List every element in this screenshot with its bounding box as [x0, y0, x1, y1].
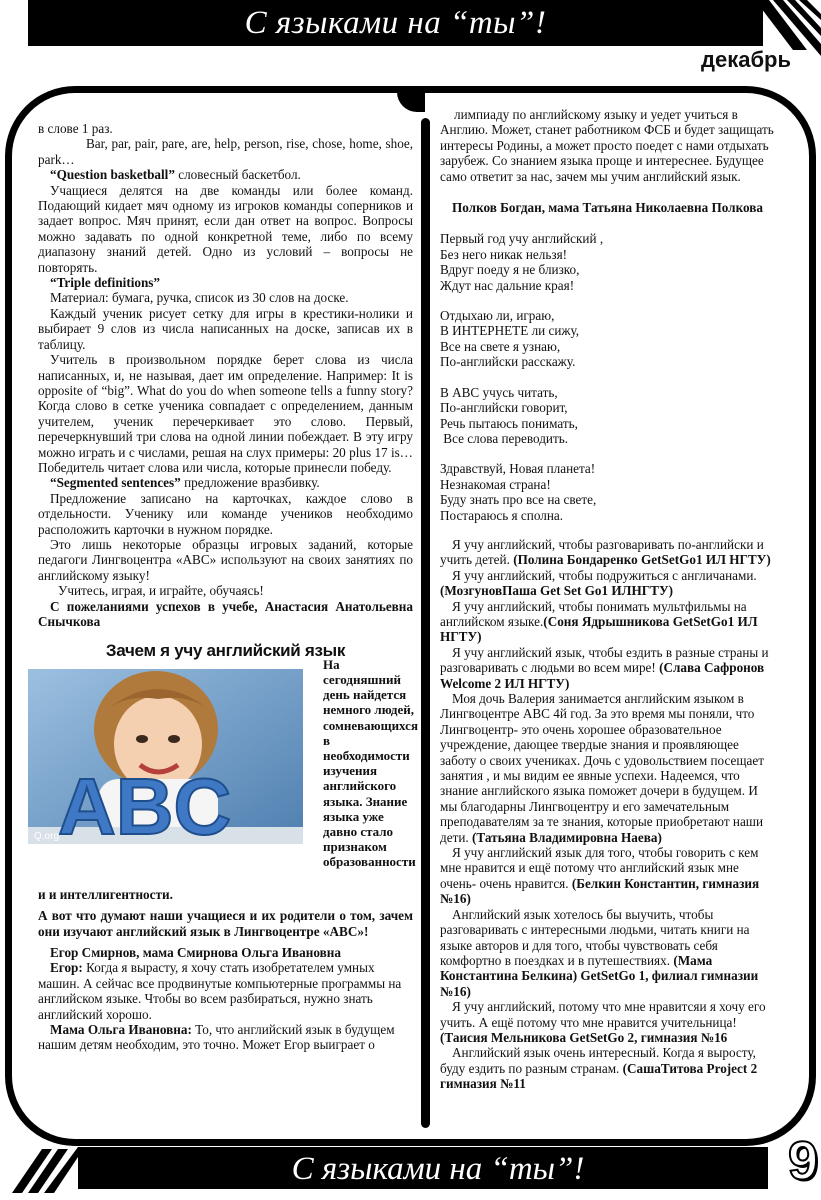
- poem-line: Буду знать про все на свете,: [440, 492, 597, 508]
- poem-line: Без него никак нельзя!: [440, 246, 568, 262]
- speaker-text: Когда я вырасту, я хочу стать изобретателем умных машин. А сейчас все продвинутые компьютерные программы на английском языке. Чтобы во всем разбираться, нужно знать английский хорошо.: [38, 960, 402, 1022]
- right-column: [440, 107, 775, 1092]
- author-signature: С пожеланиями успехов в учебе, Анастасия Анатольевна Снычкова: [38, 598, 413, 629]
- paragraph: в слове 1 раз.: [38, 121, 113, 136]
- footer-title: С языками на “ты”!: [291, 1151, 585, 1187]
- paragraph: Это лишь некоторые образцы игровых заданий, которые педагоги Лингвоцентра «АВС» используют на своих занятиях по английскому языку!: [38, 536, 413, 583]
- testimonial: Я учу английский, чтобы подружиться с англичанами. (МозгуновПаша Get Set Go1 ИЛНГТУ): [440, 567, 757, 599]
- game-title: “Segmented sentences”: [50, 475, 181, 491]
- testimonial: Я учу английский, потому что мне нравитсяи я хочу его учить. А ещё потому что мне нравится учительница! (Таисия Мельникова GetSetGo 2, гимназия №16: [440, 999, 766, 1045]
- speaker-label: Егор:: [50, 960, 83, 976]
- word-list: Bar, par, pair, pare, are, help, person, rise, chose, home, shoe, park…: [38, 136, 413, 167]
- corner-stripes-decoration: [12, 1143, 78, 1193]
- poem-line: В АВС учусь читать,: [440, 384, 558, 400]
- respondent-names: Полков Богдан, мама Татьяна Николаевна Полкова: [452, 200, 763, 216]
- footer-bar: [78, 1147, 768, 1189]
- game-subtitle: предложение вразбивку.: [180, 475, 320, 491]
- game-subtitle: словесный баскетбол.: [174, 167, 301, 183]
- paragraph: Учащиеся делятся на две команды или более команд. Подающий кидает мяч одному из игроков команды соперников и задает вопрос. Мяч принят, если дан ответ на вопрос. Вопросы можно задавать по одной конкретной теме, либо по всему диапазону знаний детей. Одно из условий – вопросы не повторять.: [38, 182, 413, 275]
- game-title: “Triple definitions”: [50, 275, 161, 291]
- testimonial-author: (МозгуновПаша Get Set Go1 ИЛНГТУ): [440, 583, 674, 599]
- testimonial: Я учу английский, чтобы понимать мультфильмы на английском языке.(Соня Ядрышникова GetSetGo1 ИЛ НГТУ): [440, 598, 758, 645]
- column-divider: [421, 118, 430, 1128]
- testimonial-author: (Таисия Мельникова GetSetGo 2, гимназия №16: [440, 1029, 728, 1045]
- paragraph: Учитель в произвольном порядке берет слова из числа написанных, и, не называя, дает им определение. Например: It is opposite of “big”. What do you do when someone tells a funny story? Когда слово в сетке ученика совпадает с определением, данным учителем, ученик перечеркивает это слово. Первый, перечеркнувший три слова на одной линии побеждает. В эту игру можно играть и с числами, решая на слух примеры: 20 plus 17 is… Победитель читает слова или числа, которые принесли победу.: [38, 352, 413, 475]
- paragraph: Учитесь, играя, и играйте, обучаясь!: [58, 583, 264, 599]
- testimonial: Английский язык очень интересный. Когда я выросту, буду ездить по разным странам. (СашаТитова Project 2 гимназия №11: [440, 1045, 758, 1092]
- speaker-text: То, что английский язык в будущем нашим детям необходим, это точно. Может Егор выиграет о: [38, 1022, 395, 1053]
- testimonial-author: (Татьяна Владимировна Наева): [471, 829, 662, 845]
- child-abc-photo: [28, 669, 303, 844]
- intro-side-text: На сегодняшний день найдется немного людей, сомневающихся в необходимости изучения английского языка. Знание языка уже давно стало признаком образованности: [323, 656, 418, 870]
- poem-line: Незнакомая страна!: [440, 476, 551, 492]
- paragraph: А вот что думают наши учащиеся и их родители о том, зачем они изучают английский язык в Лингвоцентре «АВС»!: [38, 908, 413, 939]
- testimonial: Английский язык хотелось бы выучить, чтобы разговаривать с интересными людьми, читать книги на языке авторов и для того, чтобы чувствовать себя комфортно в поездках и в путешествиях. (Мама Константина Белкина) GetSetGo 1, филиал гимназии №16): [440, 906, 759, 999]
- header-title: С языками на “ты”!: [244, 5, 547, 41]
- testimonial-author: (Слава Сафронов Welcome 2 ИЛ НГТУ): [440, 660, 765, 691]
- speaker-label: Мама Ольга Ивановна:: [50, 1022, 192, 1038]
- testimonial: Моя дочь Валерия занимается английским языком в Лингвоцентре АВС 4й год. За это время мы поняли, что Лингвоцентр- это очень хорошее образовательное учреждение, дающее твердые знания и проявляющее заботу о своих учениках. Дочь с удовольствием посещает занятия , и мы видим ее явные успехи. Надеемся, что знание английского языка поможет дочери в будущем. И мы благодарны Лингвоцентру и его замечательным преподавателям за те знания, которые приобретают наши дети. (Татьяна Владимировна Наева): [440, 691, 764, 845]
- poem-line: Ждут нас дальние края!: [440, 277, 575, 293]
- testimonial-author: (Белкин Константин, гимназия №16): [440, 875, 760, 907]
- header-bar: [28, 0, 763, 46]
- game-title: “Question basketball”: [50, 167, 175, 183]
- poem-line: Вдруг поеду я не близко,: [440, 262, 580, 278]
- poem-line: Речь пытаюсь понимать,: [440, 415, 578, 431]
- photo-letter-a: ABC: [58, 761, 232, 844]
- testimonial: Я учу английский язык, чтобы ездить в разные страны и разговаривать с людьми во всем мире! (Слава Сафронов Welcome 2 ИЛ НГТУ): [440, 644, 769, 691]
- poem-line: По-английски расскажу.: [440, 354, 576, 370]
- photo-watermark: Q.org: [34, 830, 60, 842]
- testimonial-author: (Соня Ядрышникова GetSetGo1 ИЛ НГТУ): [440, 613, 758, 645]
- testimonial-author: (Мама Константина Белкина) GetSetGo 1, филиал гимназии №16): [440, 952, 759, 999]
- poem-line: Все слова переводить.: [440, 430, 569, 446]
- testimonial: Я учу английский, чтобы разговаривать по-английски и учить детей. (Полина Бондаренко GetSetGo1 ИЛ НГТУ): [440, 536, 771, 568]
- poem: [440, 231, 775, 523]
- section-title: Зачем я учу английский язык: [105, 641, 346, 661]
- poem-line: Отдыхаю ли, играю,: [440, 308, 555, 324]
- left-column: [34, 121, 418, 1053]
- paragraph: Предложение записано на карточках, каждое слово в отдельности. Ученику или команде учеников необходимо расположить карточки в нужном порядке.: [38, 490, 413, 537]
- paragraph: Каждый ученик рисует сетку для игры в крестики-нолики и выбирает 9 слов из числа написанных на доске, записав их в таблицу.: [38, 305, 413, 352]
- testimonial-author: (Полина Бондаренко GetSetGo1 ИЛ НГТУ): [513, 552, 771, 568]
- respondent-names: Егор Смирнов, мама Смирнова Ольга Ивановна: [50, 945, 341, 961]
- paragraph: и и интеллигентности.: [38, 886, 173, 902]
- poem-line: В ИНТЕРНЕТЕ ли сижу,: [440, 323, 580, 339]
- paragraph: Материал: бумага, ручка, список из 30 слов на доске.: [50, 290, 349, 306]
- poem-line: Здравствуй, Новая планета!: [440, 461, 596, 477]
- poem-line: Все на свете я узнаю,: [440, 338, 561, 354]
- testimonial-author: (СашаТитова Project 2 гимназия №11: [440, 1060, 758, 1092]
- poem-line: По-английски говорит,: [440, 400, 568, 416]
- paragraph: лимпиаду по английскому языку и уедет учиться в Англию. Может, станет работником ФСБ и будет защищать интересы Родины, а может просто поедет с нами отдыхать зарубеж. Со знанием языка проще и интереснее. Будущее само ответит за нас, зачем мы учим английский язык.: [440, 107, 774, 184]
- issue-month: декабрь: [701, 47, 791, 72]
- page-number: 9: [787, 1131, 818, 1191]
- poem-line: Первый год учу английский ,: [440, 231, 604, 247]
- poem-line: Постараюсь я сполна.: [440, 507, 564, 523]
- testimonial: Я учу английский язык для того, чтобы говорить с кем мне нравится и ещё потому что английский язык мне очень- очень нравится. (Белкин Константин, гимназия №16): [440, 845, 760, 907]
